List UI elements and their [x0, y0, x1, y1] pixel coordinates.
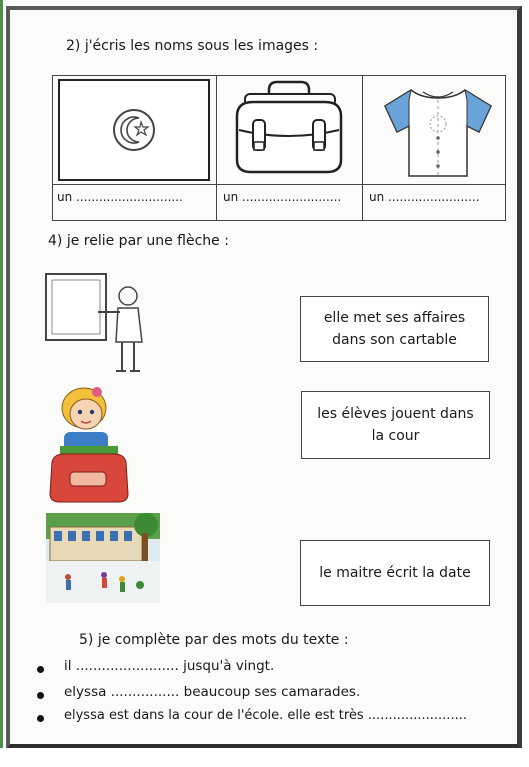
- page-edge: [0, 0, 3, 767]
- bullet-2: [37, 692, 44, 699]
- label-blank-1: un ............................: [57, 190, 183, 204]
- completion-line-2: elyssa ................ beaucoup ses camarades.: [64, 684, 361, 700]
- table-divider: [53, 184, 505, 185]
- bullet-3: [37, 715, 44, 722]
- completion-line-3: elyssa est dans la cour de l'école. elle est très ........................: [64, 708, 467, 723]
- girl-image: [42, 382, 132, 504]
- completion-line-1: il ........................ jusqu'à vingt.: [64, 658, 275, 674]
- section-4-title: 4) je relie par une flèche :: [48, 233, 229, 249]
- section-2-title: 2) j'écris les noms sous les images :: [66, 38, 319, 54]
- image-naming-table: [52, 75, 506, 221]
- schoolyard-image: [46, 513, 160, 603]
- table-divider-v1: [216, 184, 217, 220]
- table-cell-bag: [217, 76, 363, 184]
- schoolbag-image: [217, 76, 362, 184]
- teacher-image: [40, 268, 160, 376]
- label-blank-2: un ..........................: [223, 190, 342, 204]
- sentence-box-3: le maitre écrit la date: [300, 540, 490, 606]
- section-5-title: 5) je complète par des mots du texte :: [79, 632, 349, 648]
- flag-image: [53, 76, 216, 184]
- label-blank-3: un ........................: [369, 190, 480, 204]
- worksheet-page: [6, 6, 522, 750]
- sentence-box-2: les élèves jouent dans la cour: [301, 391, 490, 459]
- table-cell-flag: [53, 76, 217, 184]
- sentence-box-1: elle met ses affaires dans son cartable: [300, 296, 489, 362]
- table-cell-smock: [363, 76, 505, 184]
- bottom-margin: [0, 748, 529, 767]
- smock-image: [363, 76, 505, 184]
- bullet-1: [37, 666, 44, 673]
- table-divider-v2: [362, 184, 363, 220]
